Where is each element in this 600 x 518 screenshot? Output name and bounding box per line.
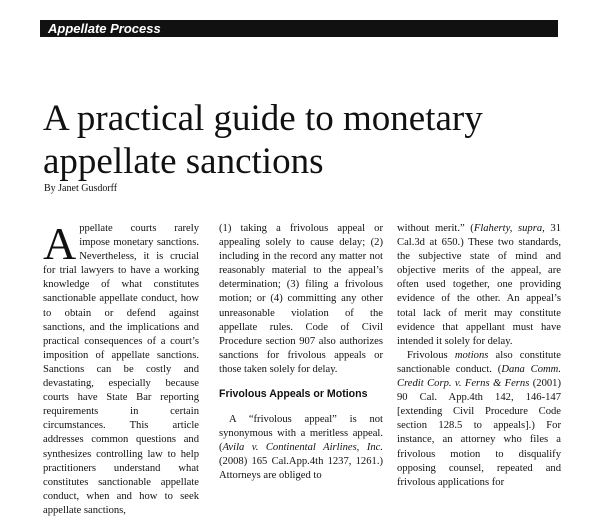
paragraph <box>397 222 561 349</box>
emphasis: motions <box>454 349 489 361</box>
paragraph <box>219 413 383 483</box>
column-1 <box>43 218 199 518</box>
drop-cap: A <box>43 218 77 269</box>
article-title: A practical guide to monetary appellate sanctions <box>43 98 483 182</box>
text-run: also constitute sanctionable conduct. ( <box>397 349 562 375</box>
intro-paragraph <box>43 218 199 518</box>
column-2 <box>219 222 383 484</box>
case-citation: Dana Comm. Credit Corp. v. Ferns & Ferns <box>397 363 561 390</box>
case-citation: Flaherty, supra, <box>473 223 545 234</box>
byline: By Janet Gusdorff <box>44 183 118 194</box>
text-run: Frivolous <box>407 349 455 361</box>
paragraph: (1) taking a frivolous appeal or appealing solely to cause delay; (2) including in the record any matter not reasonably material to the appeal’s determination; (3) filing a frivolous motion; or (4) committing any other unreasonable violation of the appellate rules. Code of Civil Procedure section 907 also authorizes sanctions for frivolous appeals or those taken solely for delay. <box>219 223 383 375</box>
section-label: Appellate Process <box>48 21 161 36</box>
text-run: without merit.” ( <box>397 223 474 234</box>
text-run: A “frivolous appeal” is not synonymous with a meritless appeal. ( <box>219 414 383 454</box>
section-heading: Frivolous Appeals or Motions <box>219 388 368 401</box>
case-citation: Avila v. Continental Airlines, Inc. <box>222 442 383 454</box>
intro-text: ppellate courts rarely impose monetary sanctions. Nevertheless, it is crucial for trial lawyers to have a working knowledge of what constitutes sanctionable appellate conduct, how to obtain or defend against sanctions, and the implications and practical consequences of a court’s imposition of appellate sanctions. Sanctions can be costly and devastating, especially because courts have State Bar reporting requirements in certain circumstances. This article addresses common questions and synthesizes controlling law to help practitioners understand what constitutes sanctionable appellate conduct, when and how to seek appellate sanctions, <box>43 223 199 516</box>
text-run: (2001) 90 Cal. App.4th 142, 146-147 [extending Civil Procedure Code section 128.5 to appeals].) For instance, an attorney who files a frivolous motion to disqualify opposing counsel, repeated and frivolous applications for <box>397 378 561 488</box>
paragraph <box>397 349 561 490</box>
text-run: (2008) 165 Cal.App.4th 1237, 1261.) Attorneys are obliged to <box>219 456 383 482</box>
column-3 <box>397 222 561 490</box>
text-run: 31 Cal.3d at 650.) These two standards, the subjective state of mind and objective merits of the appeal, are often used together, one providing evidence of the other. An appeal’s total lack of merit may constitute evidence that appellant must have intended it solely for delay. <box>397 223 562 347</box>
section-header-bar <box>40 20 558 37</box>
